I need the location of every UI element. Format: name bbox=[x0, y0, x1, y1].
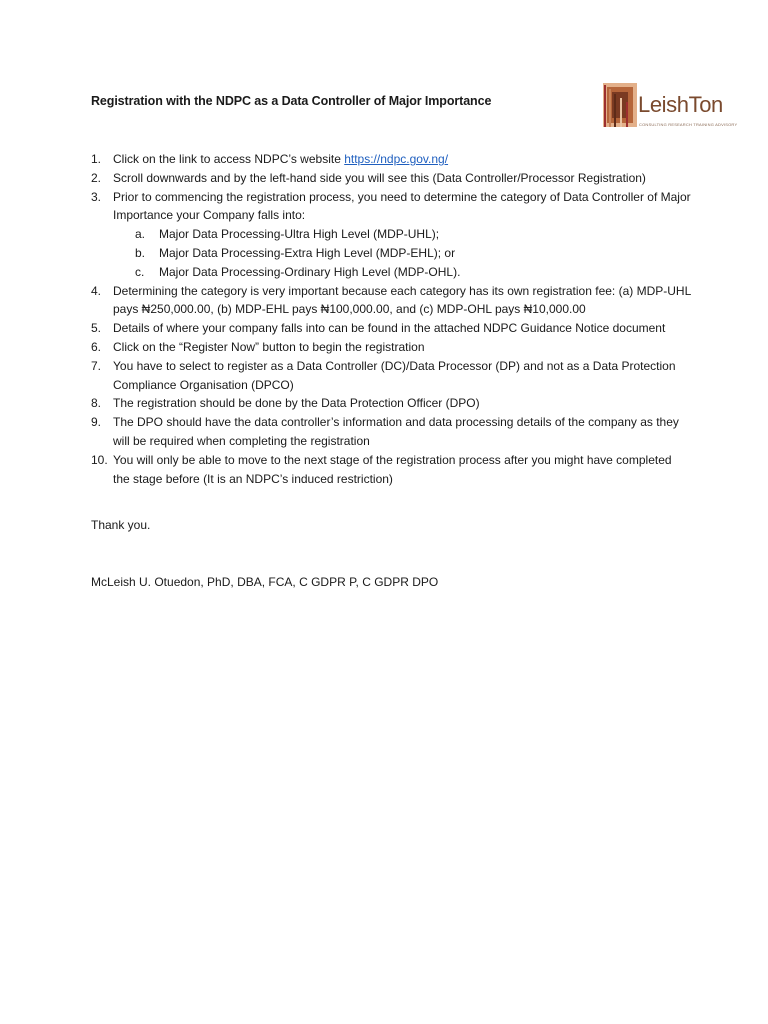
step-number: 9. bbox=[91, 415, 102, 430]
list-item bbox=[135, 244, 691, 263]
list-item bbox=[91, 451, 691, 489]
list-item bbox=[91, 282, 691, 320]
step-number: 5. bbox=[91, 321, 102, 336]
step-number: 6. bbox=[91, 339, 102, 354]
list-item bbox=[91, 150, 691, 169]
step-text: The DPO should have the data controller’s information and data processing details of the company as they will be required when completing the registration bbox=[113, 415, 679, 448]
steps-list bbox=[91, 150, 691, 488]
step-text: The registration should be done by the Data Protection Officer (DPO) bbox=[113, 396, 480, 411]
step-text: Click on the “Register Now” button to begin the registration bbox=[113, 339, 425, 354]
leishton-logo bbox=[600, 80, 738, 132]
list-item bbox=[91, 188, 691, 282]
logo-mark-icon bbox=[600, 80, 640, 130]
step-number: 4. bbox=[91, 283, 102, 298]
step-text: Prior to commencing the registration process, you need to determine the category of Data Controller of Major Importance your Company falls into: bbox=[113, 189, 691, 223]
list-item bbox=[91, 394, 691, 413]
step-text: Determining the category is very important because each category has its own registration fee: (a) MDP-UHL pays ₦250,000.00, (b) MDP-EHL pays ₦100,000.00, and (c) MDP-OHL pays ₦10,000.00 bbox=[113, 283, 691, 317]
logo-wordmark: LeishTon bbox=[638, 92, 723, 117]
author-signature: McLeish U. Otuedon, PhD, DBA, FCA, C GDPR P, C GDPR DPO bbox=[91, 575, 439, 589]
step-text: Scroll downwards and by the left-hand side you will see this (Data Controller/Processor Registration) bbox=[113, 170, 646, 185]
list-item bbox=[91, 169, 691, 188]
logo-bar-3 bbox=[614, 94, 616, 127]
step-number: 2. bbox=[91, 170, 102, 185]
step-number: 1. bbox=[91, 152, 102, 166]
logo-bar-5 bbox=[626, 102, 628, 127]
closing-thanks: Thank you. bbox=[91, 518, 151, 532]
step-text: You will only be able to move to the next stage of the registration process after you might have completed the stage before (It is an NDPC’s induced restriction) bbox=[113, 452, 672, 486]
logo-tagline: CONSULTING RESEARCH TRAINING ADVISORY bbox=[639, 122, 738, 127]
sub-text: Major Data Processing-Extra High Level (MDP-EHL); or bbox=[159, 245, 456, 260]
step-text: Click on the link to access NDPC’s website bbox=[113, 152, 345, 166]
ndpc-website-link[interactable]: https://ndpc.gov.ng/ bbox=[344, 152, 449, 166]
list-item bbox=[91, 338, 691, 357]
sub-letter: c. bbox=[135, 264, 145, 279]
document-title: Registration with the NDPC as a Data Controller of Major Importance bbox=[91, 94, 492, 108]
sub-letter: a. bbox=[135, 227, 146, 242]
sub-letter: b. bbox=[135, 245, 146, 260]
sub-text: Major Data Processing-Ordinary High Level (MDP-OHL). bbox=[159, 264, 461, 279]
step-number: 3. bbox=[91, 189, 102, 204]
logo-bar-2 bbox=[609, 89, 611, 127]
logo-bar-4 bbox=[620, 98, 622, 127]
step-number: 8. bbox=[91, 396, 102, 411]
step-number: 10. bbox=[91, 452, 108, 467]
step-number: 7. bbox=[91, 358, 102, 373]
list-item bbox=[91, 319, 691, 338]
logo-bar-1 bbox=[604, 85, 606, 127]
step-text: Details of where your company falls into can be found in the attached NDPC Guidance Notice document bbox=[113, 321, 666, 336]
category-sublist bbox=[113, 225, 691, 281]
step-text: You have to select to register as a Data Controller (DC)/Data Processor (DP) and not as a Data Protection Compliance Organisation (DPCO) bbox=[113, 358, 676, 392]
list-item bbox=[91, 357, 691, 395]
list-item bbox=[91, 413, 691, 451]
list-item bbox=[135, 225, 691, 244]
sub-text: Major Data Processing-Ultra High Level (MDP-UHL); bbox=[159, 227, 440, 242]
list-item bbox=[135, 263, 691, 282]
